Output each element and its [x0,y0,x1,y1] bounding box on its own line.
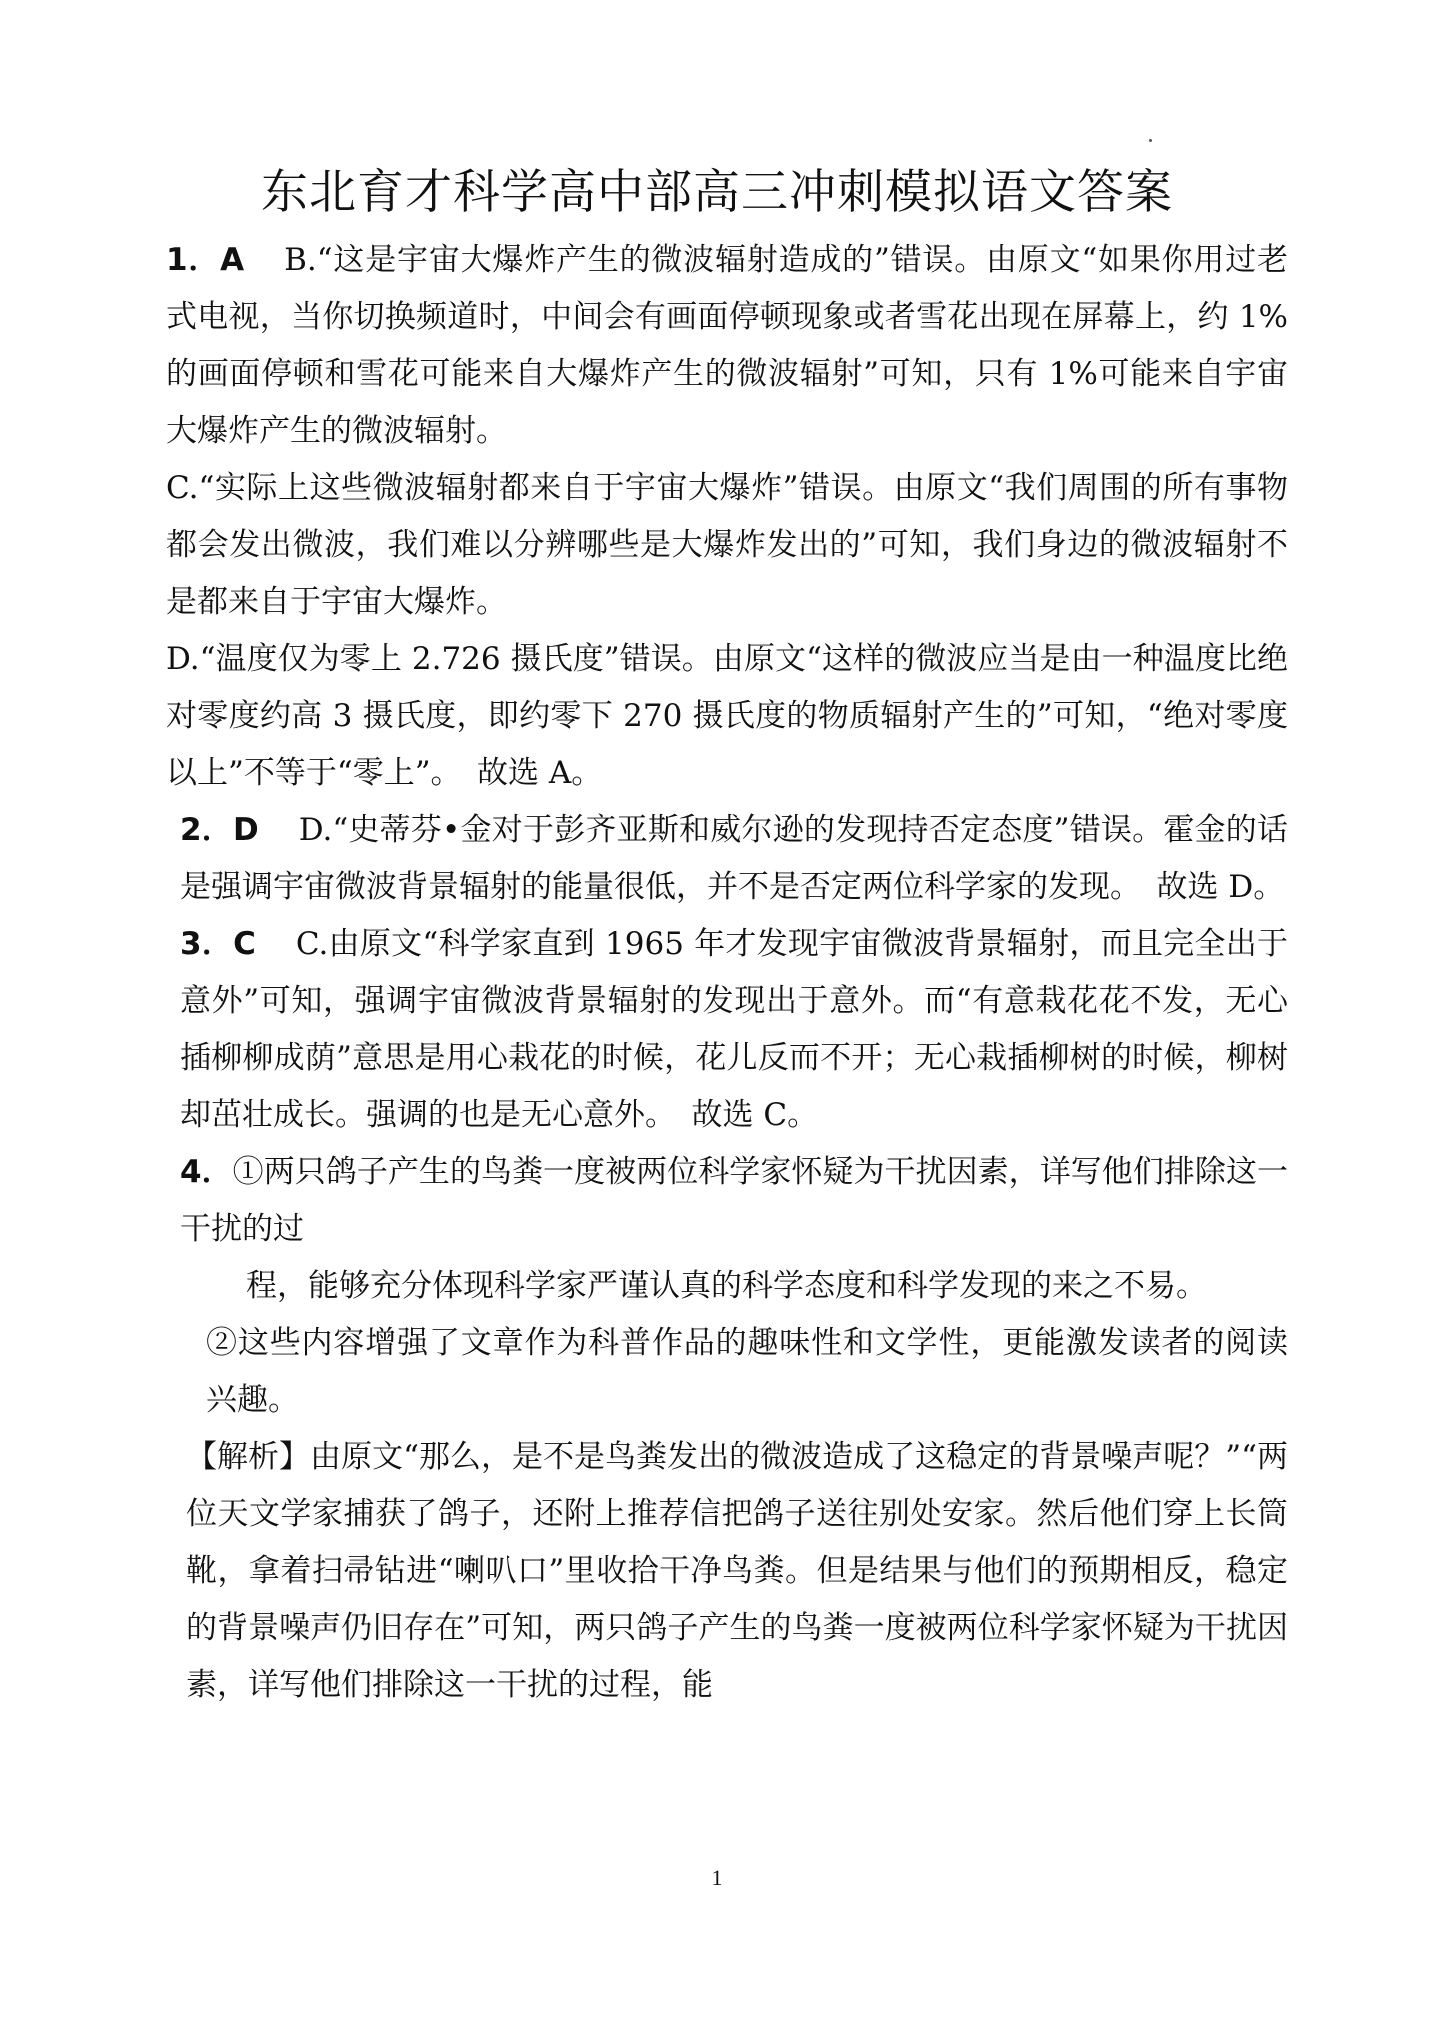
answer-text: 【解析】由原文“那么，是不是鸟粪发出的微波造成了这稳定的背景噪声呢？”“两位天文学家捕获了鸽子，还附上推荐信把鸽子送往别处安家。然后他们穿上长筒靴，拿着扫帚钻进“喇叭口”里收拾干净鸟粪。但是结果与他们的预期相反，稳定的背景噪声仍旧存在”可知，两只鸽子产生的鸟粪一度被两位科学家怀疑为干扰因素，详写他们排除这一干扰的过程，能 [186,1439,1288,1703]
answer-text: ①两只鸽子产生的鸟粪一度被两位科学家怀疑为干扰因素，详写他们排除这一干扰的过 [180,1154,1288,1247]
answer-4-analysis [166,1429,1288,1714]
answer-text: D.“温度仅为零上 2.726 摄氏度”错误。由原文“这样的微波应当是由一种温度比绝对零度约高 3 摄氏度，即约零下 270 摄氏度的物质辐射产生的”可知，“绝对零度以上”不等于“零上”。 故选 A。 [166,641,1288,791]
answer-content [166,232,1288,1714]
answer-1-option-d [166,631,1288,802]
answer-4-point-2 [166,1315,1288,1429]
answer-number: 2．D [180,812,259,848]
answer-text: D.“史蒂芬•金对于彭齐亚斯和威尔逊的发现持否定态度”错误。霍金的话是强调宇宙微波背景辐射的能量很低，并不是否定两位科学家的发现。 故选 D。 [180,812,1288,905]
scan-speck [1149,139,1152,142]
document-title: 东北育才科学高中部高三冲刺模拟语文答案 [261,165,1173,220]
answer-text: 程，能够充分体现科学家严谨认真的科学态度和科学发现的来之不易。 [246,1268,1207,1304]
answer-number: 1．A [166,242,245,278]
answer-1-option-c [166,460,1288,631]
answer-1-option-b [166,232,1288,460]
answer-text: C.由原文“科学家直到 1965 年才发现宇宙微波背景辐射，而且完全出于意外”可知，强调宇宙微波背景辐射的发现出于意外。而“有意栽花花不发，无心插柳柳成荫”意思是用心栽花的时候，花儿反而不开；无心栽插柳树的时候，柳树却茁壮成长。强调的也是无心意外。 故选 C。 [180,926,1288,1133]
page-number: 1 [711,1865,723,1890]
answer-number: 3．C [180,926,256,962]
answer-3 [166,916,1288,1144]
answer-text: B.“这是宇宙大爆炸产生的微波辐射造成的”错误。由原文“如果你用过老式电视，当你切换频道时，中间会有画面停顿现象或者雪花出现在屏幕上，约 1%的画面停顿和雪花可能来自大爆炸产生的微波辐射”可知，只有 1%可能来自宇宙大爆炸产生的微波辐射。 [166,242,1288,449]
answer-2 [166,802,1288,916]
answer-4-point-1 [166,1144,1288,1258]
answer-text: ②这些内容增强了文章作为科普作品的趣味性和文学性，更能激发读者的阅读兴趣。 [206,1325,1288,1418]
answer-4-point-1-continued [166,1258,1288,1315]
answer-text: C.“实际上这些微波辐射都来自于宇宙大爆炸”错误。由原文“我们周围的所有事物都会发出微波，我们难以分辨哪些是大爆炸发出的”可知，我们身边的微波辐射不是都来自于宇宙大爆炸。 [166,470,1288,620]
answer-number: 4． [180,1154,233,1190]
